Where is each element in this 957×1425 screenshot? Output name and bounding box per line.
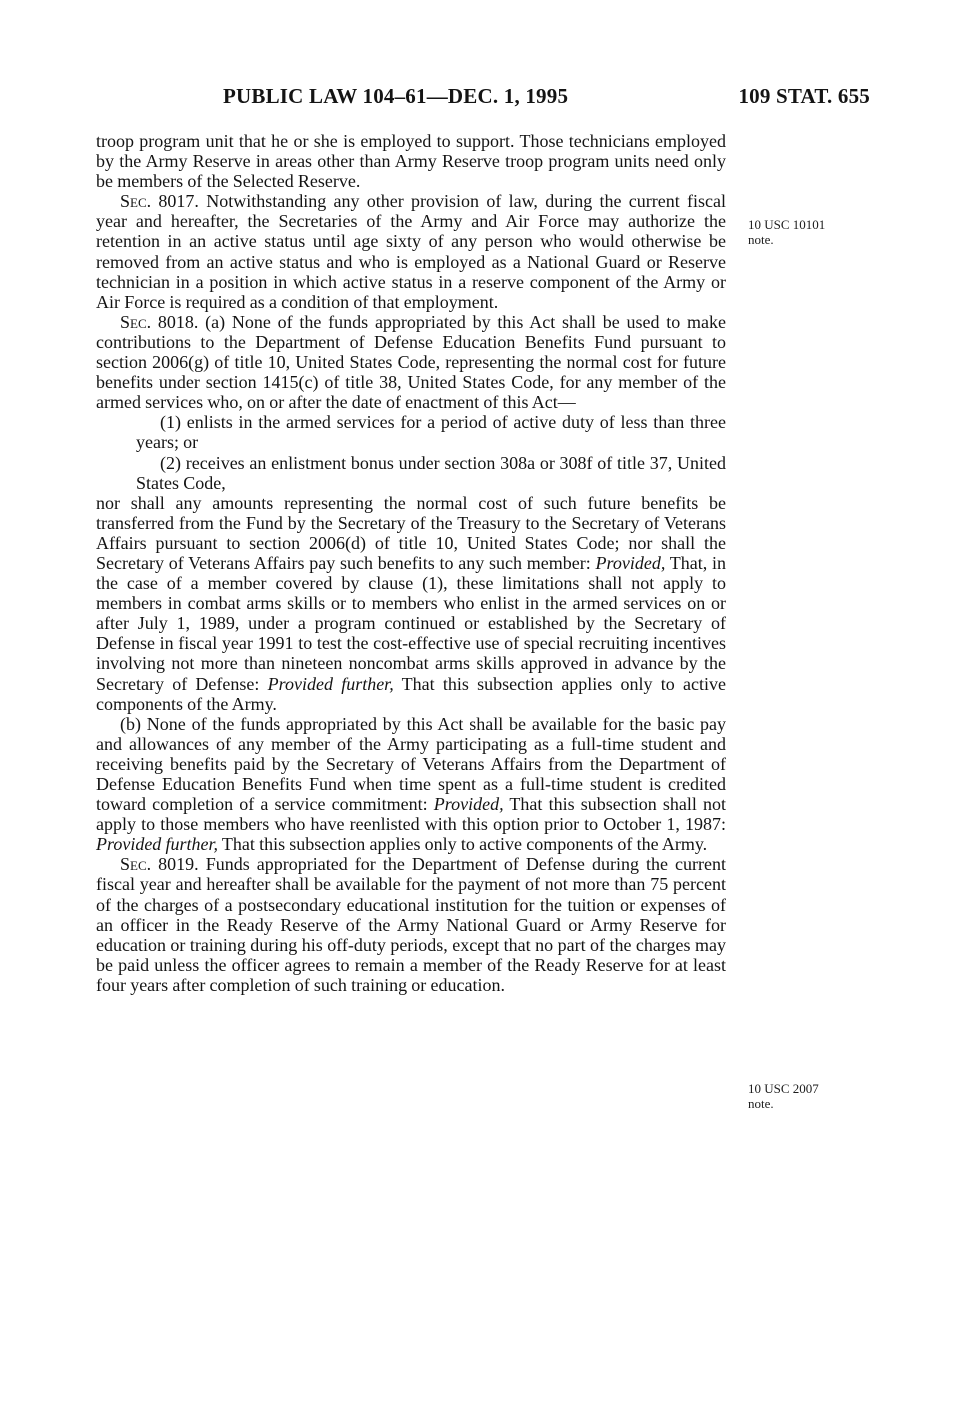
section-8017 — [96, 191, 726, 312]
margin-note-suffix: note. — [748, 232, 774, 247]
subsection-b-text-c: That this subsection applies only to active components of the Army. — [218, 834, 708, 855]
subsection-b-text-b: That this subsection shall not apply to those members who have reenlisted with this option prior to October 1, 1987: — [96, 794, 727, 835]
margin-note-citation: 10 USC 10101 — [748, 217, 826, 232]
continuation-text-c: That this subsection applies only to active components of the Army. — [96, 673, 726, 714]
section-8017-text: 8017. Notwithstanding any other provision of law, during the current fiscal year and hereafter, the Secretaries of the Army and Air Force may authorize the retention in an active status until age sixty of any person who would otherwise be removed from an active status and who is employed as a National Guard or Reserve technician in a position in which active status in a reserve component of the Army or Air Force is required as a condition of that employment. — [96, 191, 726, 312]
proviso-label: Provided, — [433, 794, 504, 815]
margin-note-citation: 10 USC 2007 — [748, 1081, 819, 1096]
section-8018-b — [96, 714, 726, 855]
margin-note-10-usc-10101 — [748, 217, 858, 247]
clause-2: (2) receives an enlistment bonus under section 308a or 308f of title 37, United States Code, — [136, 452, 726, 493]
body-text — [96, 131, 726, 995]
section-label: Sec. — [120, 311, 152, 332]
section-8018-a — [96, 312, 726, 412]
margin-note-suffix: note. — [748, 1096, 774, 1111]
margin-note-10-usc-2007 — [748, 1081, 858, 1111]
subsection-b-text-a: (b) None of the funds appropriated by this Act shall be available for the basic pay and allowances of any member of the Army participating as a full-time student and receiving benefits paid by the Secretary of Veterans Affairs from the Department of Defense Education Benefits Fund when time spent as a full-time student is credited toward completion of a service commitment: — [96, 713, 726, 815]
proviso-further-label: Provided further, — [267, 673, 394, 694]
section-8018-text: 8018. (a) None of the funds appropriated by this Act shall be used to make contributions to the Department of Defense Education Benefits Fund pursuant to section 2006(g) of title 10, United States Code, representing the normal cost for future benefits under section 1415(c) of title 38, United States Code, for any member of the armed services who, on or after the date of enactment of this Act— — [96, 311, 726, 413]
proviso-further-label: Provided further, — [96, 834, 219, 855]
section-8019-text: 8019. Funds appropriated for the Department of Defense during the current fiscal year and hereafter shall be available for the payment of not more than 75 percent of the charges of a postsecondary educational institution for the tuition or expenses of an officer in the Ready Reserve of the Army National Guard or Army Reserve for education or training during his off-duty periods, except that no part of the charges may be paid unless the officer agrees to remain a member of the Ready Reserve for at least four years after completion of such training or education. — [96, 854, 726, 995]
law-title: PUBLIC LAW 104–61—DEC. 1, 1995 — [223, 84, 569, 108]
section-8018-continuation — [96, 493, 726, 714]
section-8019 — [96, 854, 726, 995]
clause-1: (1) enlists in the armed services for a period of active duty of less than three years; or — [136, 412, 726, 453]
stat-page-number: 109 STAT. 655 — [738, 84, 870, 108]
continuation-text-a: nor shall any amounts representing the normal cost of such future benefits be transferred from the Fund by the Secretary of the Treasury to the Secretary of Veterans Affairs pursuant to section 2006(d) of title 10, United States Code; nor shall the Secretary of Veterans Affairs pay such benefits to any such member: — [96, 492, 726, 573]
section-label: Sec. — [120, 854, 152, 875]
running-header — [96, 84, 876, 114]
paragraph-continuation: troop program unit that he or she is employed to support. Those technicians employed by the Army Reserve in areas other than Army Reserve troop program units need only be members of the Selected Reserve. — [96, 131, 726, 192]
proviso-label: Provided, — [595, 552, 666, 573]
section-label: Sec. — [120, 191, 152, 212]
continuation-text-b: That, in the case of a member covered by clause (1), these limitations shall not apply to members in combat arms skills or to members who enlist in the armed services on or after July 1, 1989, under a program continued or established by the Secretary of Defense in fiscal year 1991 to test the cost-effective use of special recruiting incentives involving not more than nineteen noncombat arms skills approved in advance by the Secretary of Defense: — [96, 552, 727, 694]
